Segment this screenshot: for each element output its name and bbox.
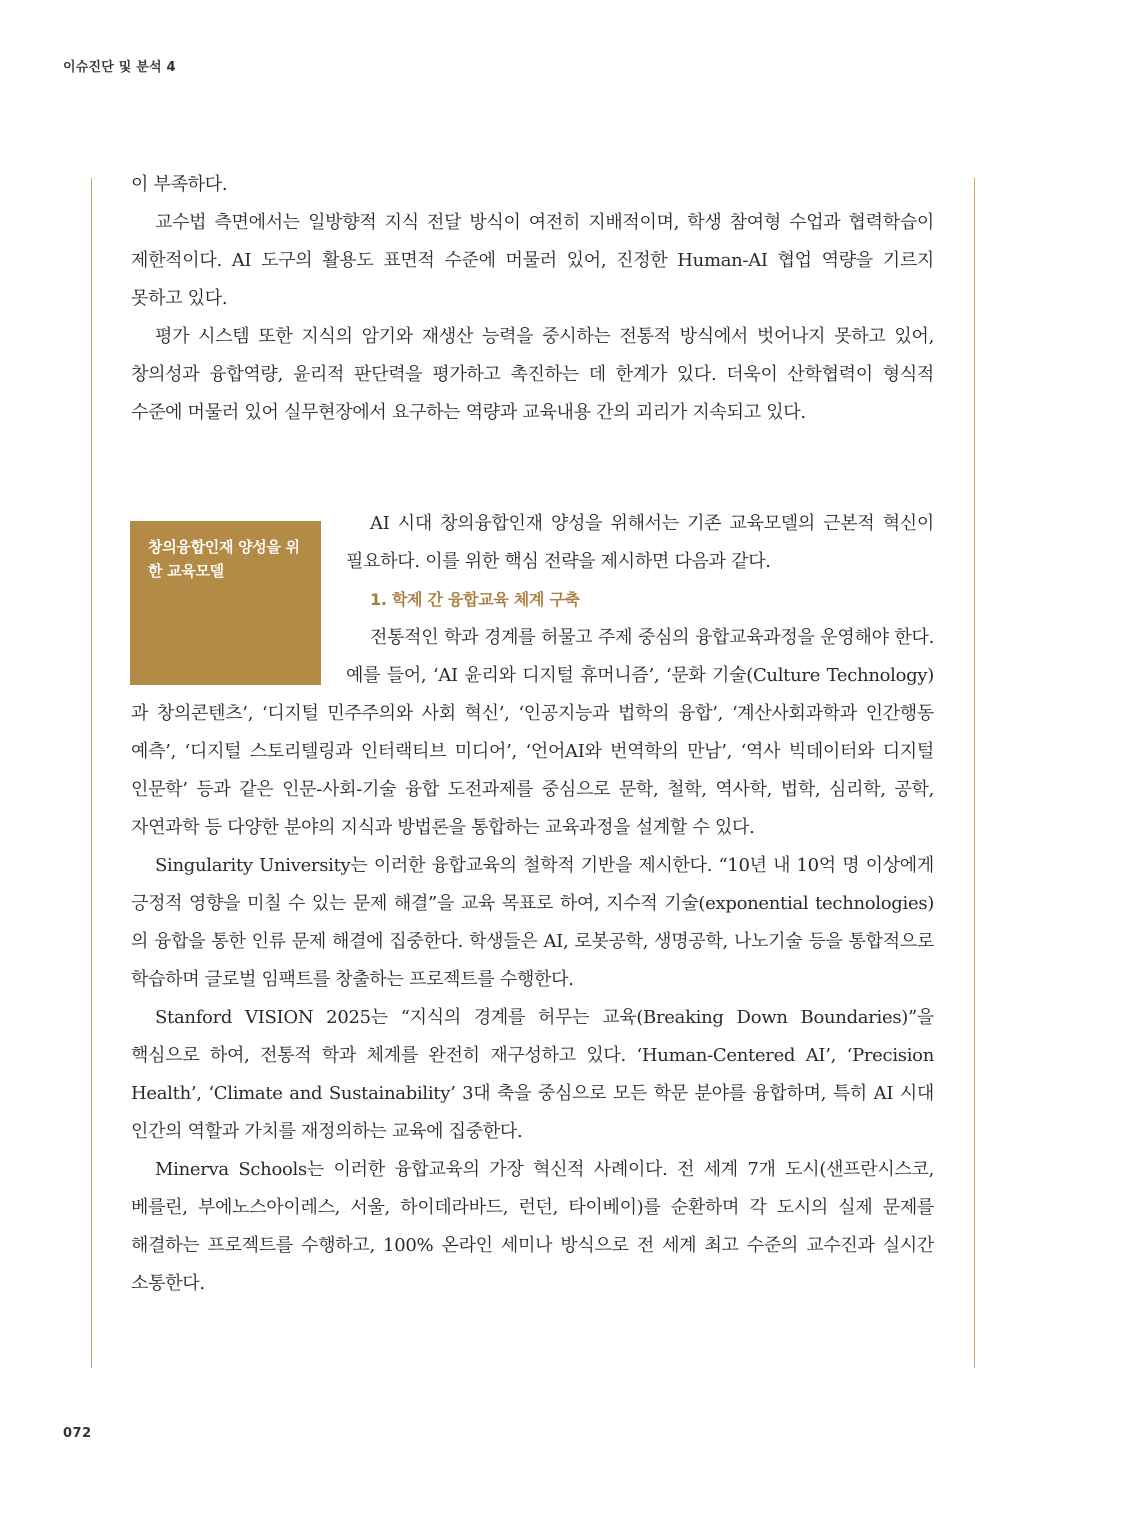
section-subheading: 1. 학제 간 융합교육 체계 구축 bbox=[370, 590, 580, 609]
paragraph-intro: AI 시대 창의융합인재 양성을 위해서는 기존 교육모델의 근본적 혁신이 필요하다. 이를 위한 핵심 전략을 제시하면 다음과 같다. bbox=[346, 513, 934, 572]
paragraph-evaluation-system: 평가 시스템 또한 지식의 암기와 재생산 능력을 중시하는 전통적 방식에서 벗어나지 못하고 있어, 창의성과 융합역량, 윤리적 판단력을 평가하고 촉진하는 데 한계가 있다. 더욱이 산학협력이 형식적 수준에 머물러 있어 실무현장에서 요구하는 역량과 교육내용 간의 괴리가 지속되고 있다. bbox=[131, 326, 934, 423]
paragraph-minerva-schools: Minerva Schools는 이러한 융합교육의 가장 혁신적 사례이다. 전 세계 7개 도시(샌프란시스코, 베를린, 부에노스아이레스, 서울, 하이데라바드, 런던, 타이베이)를 순환하며 각 도시의 실제 문제를 해결하는 프로젝트를 수행하고, 100% 온라인 세미나 방식으로 전 세계 최고 수준의 교수진과 실시간 소통한다. bbox=[131, 1159, 934, 1294]
paragraph-singularity-university: Singularity University는 이러한 융합교육의 철학적 기반을 제시한다. “10년 내 10억 명 이상에게 긍정적 영향을 미칠 수 있는 문제 해결”을 교육 목표로 하여, 지수적 기술(exponential technologies)의 융합을 통한 인류 문제 해결에 집중한다. 학생들은 AI, 로봇공학, 생명공학, 나노기술 등을 통합적으로 학습하며 글로벌 임팩트를 창출하는 프로젝트를 수행한다. bbox=[131, 855, 934, 990]
running-header: 이슈진단 및 분석 4 bbox=[63, 60, 176, 75]
page-number: 072 bbox=[63, 1426, 92, 1441]
sidebar-title: 창의융합인재 양성을 위한 교육모델 bbox=[148, 538, 300, 580]
body-top-section bbox=[131, 166, 934, 432]
left-margin-rule bbox=[91, 178, 92, 1368]
paragraph-convergence-curriculum: 전통적인 학과 경계를 허물고 주제 중심의 융합교육과정을 운영해야 한다. 예를 들어, ‘AI 윤리와 디지털 휴머니즘’, ‘문화 기술(Culture Technology)과 창의콘텐츠’, ‘디지털 민주주의와 사회 혁신’, ‘인공지능과 법학의 융합’, ‘계산사회과학과 인간행동 예측’, ‘디지털 스토리텔링과 인터랙티브 미디어’, ‘언어AI와 번역학의 만남’, ‘역사 빅데이터와 디지털 인문학’ 등과 같은 인문-사회-기술 융합 도전과제를 중심으로 문학, 철학, 역사학, 법학, 심리학, 공학, 자연과학 등 다양한 분야의 지식과 방법론을 통합하는 교육과정을 설계할 수 있다. bbox=[131, 627, 934, 838]
right-margin-rule bbox=[974, 178, 975, 1368]
paragraph-teaching-methods: 교수법 측면에서는 일방향적 지식 전달 방식이 여전히 지배적이며, 학생 참여형 수업과 협력학습이 제한적이다. AI 도구의 활용도 표면적 수준에 머물러 있어, 진정한 Human-AI 협업 역량을 기르지 못하고 있다. bbox=[131, 212, 934, 309]
paragraph-continued: 이 부족하다. bbox=[131, 174, 228, 195]
body-section-education-model bbox=[131, 505, 934, 1303]
paragraph-stanford-vision: Stanford VISION 2025는 “지식의 경계를 허무는 교육(Breaking Down Boundaries)”을 핵심으로 하여, 전통적 학과 체계를 완전히 재구성하고 있다. ‘Human-Centered AI’, ‘Precision Health’, ‘Climate and Sustainability’ 3대 축을 중심으로 모든 학문 분야를 융합하며, 특히 AI 시대 인간의 역할과 가치를 재정의하는 교육에 집중한다. bbox=[131, 1007, 934, 1142]
sidebar-spacer bbox=[131, 505, 346, 685]
